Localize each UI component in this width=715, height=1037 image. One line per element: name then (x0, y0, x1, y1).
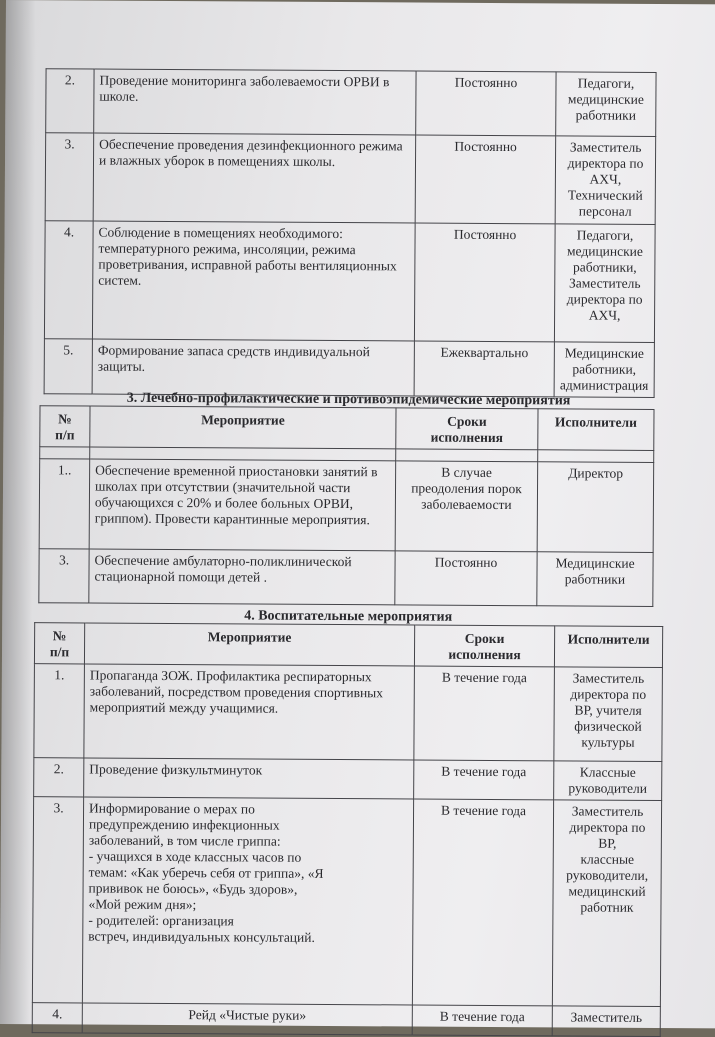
table-row (46, 69, 656, 137)
row-number: 1. (34, 664, 85, 758)
row-term: Постоянно (395, 551, 537, 606)
table-row (34, 664, 663, 762)
row-executors: Медицинские работники (537, 552, 653, 607)
table-header-row (34, 623, 662, 668)
empty-cell (40, 447, 90, 459)
row-event: Обеспечение амбулаторно-поликлинической стационарной помощи детей . (89, 549, 395, 605)
row-event: Проведение физкультминуток (84, 758, 414, 799)
row-executors: Медицинские работники, администрация (554, 342, 654, 398)
header-number: № п/п (40, 406, 90, 447)
row-number: 2. (34, 758, 84, 797)
table-row (45, 133, 656, 225)
row-event: Информирование о мерах по предупреждению инфекционных заболеваний, в том числе гриппа: - учащихся в ходе классных часов по темам: «Как уберечь себя от гриппа», «Я прививок не боюсь», «Будь здоров», «Мой режим дня»; - родителей: организация встреч, индивидуальных консультаций. (82, 797, 413, 1005)
empty-cell (396, 449, 538, 462)
section-3-table (38, 405, 654, 607)
row-executors: Заместитель (552, 1006, 660, 1037)
header-term: Сроки исполнения (414, 625, 554, 667)
row-number: 2. (46, 69, 94, 133)
header-event: Мероприятие (84, 623, 414, 666)
table-row (44, 339, 654, 398)
row-executors: Педагоги, медицинские работники, Заместитель директора по АХЧ, (554, 224, 655, 343)
row-event: Пропаганда ЗОЖ. Профилактика респираторных заболеваний, посредством проведения спортивных мероприятий между учащимися. (84, 664, 415, 760)
row-event: Рейд «Чистые руки» (82, 1003, 412, 1035)
row-term: В случае преодоления порок заболеваемости (395, 461, 538, 552)
header-executors: Исполнители (554, 626, 662, 668)
section-4-title: 4. Воспитательные мероприятия (244, 608, 453, 625)
page-shadow (0, 0, 36, 1024)
table-row (39, 459, 654, 553)
header-number: № п/п (34, 623, 84, 664)
row-number: 4. (32, 1003, 82, 1033)
row-term: Постоянно (414, 223, 555, 342)
row-term: В течение года (414, 760, 554, 800)
row-number: 1.. (39, 459, 90, 549)
row-number: 3. (32, 797, 83, 1003)
table-header-row (40, 406, 654, 451)
row-number: 3. (45, 133, 94, 221)
row-executors: Заместитель директора по АХЧ, Технический персонал (555, 136, 656, 225)
row-term: В течение года (414, 666, 555, 761)
row-event: Обеспечение временной приостановки занятий в школах при отсутствии (значительной части обучающихся с 20% и более больных ОРВИ, гриппом). Провести карантинные мероприятия. (89, 459, 396, 551)
measures-table-continued (44, 68, 657, 398)
row-executors: Заместитель директора по ВР, классные руководители, медицинский работник (552, 800, 661, 1007)
row-executors: Классные руководители (554, 761, 662, 801)
table-row (44, 221, 655, 343)
table-row (32, 1003, 660, 1037)
empty-cell (538, 450, 654, 463)
row-term: Постоянно (416, 71, 556, 136)
row-event: Формирование запаса средств индивидуальной защиты. (92, 339, 414, 396)
row-term: В течение года (412, 1005, 552, 1036)
header-term: Сроки исполнения (396, 408, 538, 450)
header-event: Мероприятие (90, 406, 396, 449)
row-executors: Педагоги, медицинские работники (556, 72, 656, 137)
row-number: 3. (39, 549, 89, 603)
row-event: Проведение мониторинга заболеваемости ОРВИ в школе. (94, 69, 416, 135)
row-term: Ежеквартально (414, 341, 554, 397)
row-executors: Заместитель директора по ВР, учителя физической культуры (554, 667, 663, 762)
header-executors: Исполнители (538, 409, 654, 451)
section-4-table (32, 622, 663, 1037)
row-number: 4. (44, 221, 93, 339)
row-event: Обеспечение проведения дезинфекционного режима и влажных уборок в помещениях школы. (93, 133, 416, 223)
row-term: В течение года (412, 799, 553, 1006)
table-row (34, 758, 662, 801)
section-3-title: 3. Лечебно-профилактические и противоэпидемические мероприятия (126, 390, 571, 409)
row-executors: Директор (537, 462, 654, 553)
row-number: 5. (44, 339, 92, 394)
row-event: Соблюдение в помещениях необходимого: температурного режима, инсоляции, режима проветривания, исправной работы вентиляционных систем. (92, 221, 415, 341)
table-row (39, 549, 653, 607)
table-row (32, 797, 661, 1007)
row-term: Постоянно (415, 135, 556, 224)
